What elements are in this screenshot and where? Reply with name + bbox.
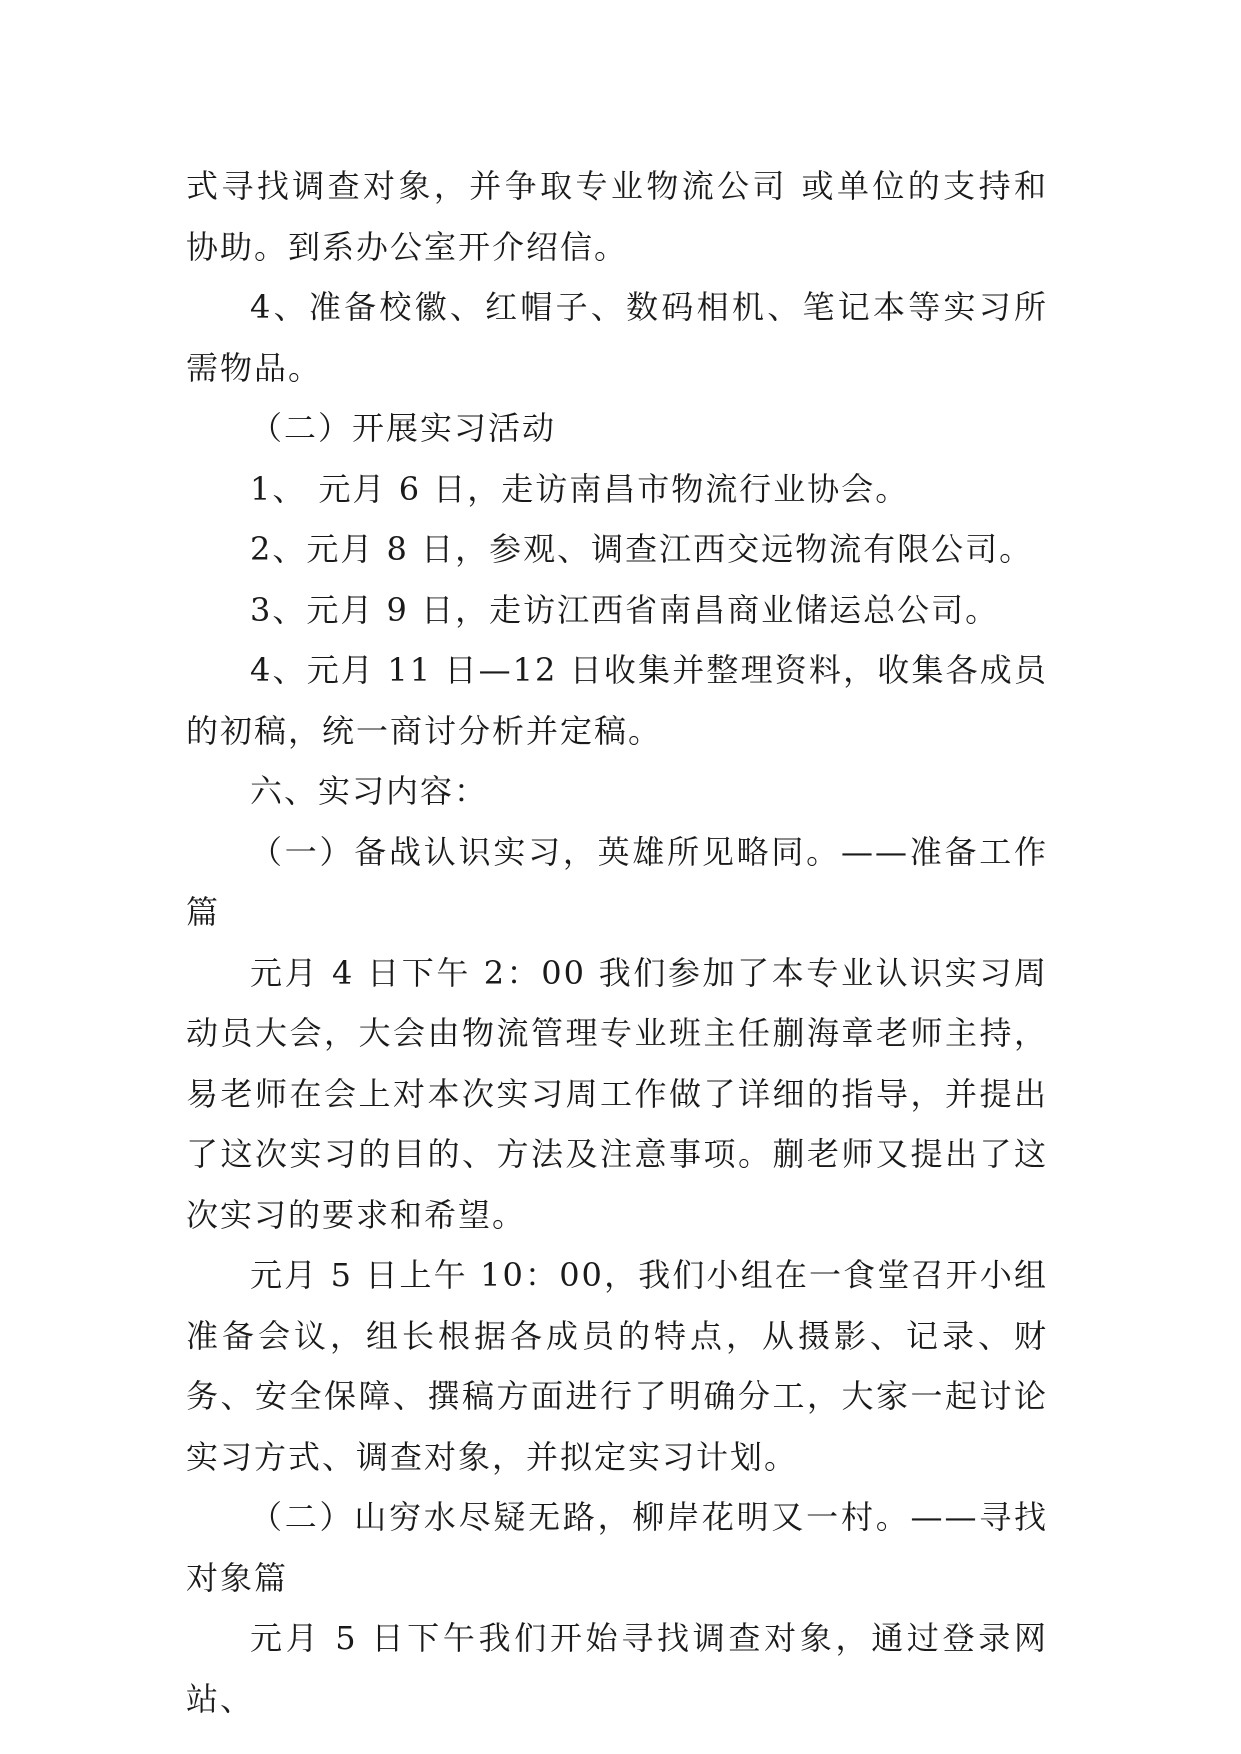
list-item-day-6: 1、 元月 6 日，走访南昌市物流行业协会。 [250,469,910,508]
list-item-day-11-12: 4、元月 11 日—12 日收集并整理资料，收集各成员的初稿，统一商讨分析并定稿。 [186,651,1048,750]
list-item-day-9: 3、元月 9 日，走访江西省南昌商业储运总公司。 [250,590,1000,629]
section-heading-activities: （二）开展实习活动 [250,409,557,447]
section-heading-content: 六、实习内容： [250,772,489,810]
list-item-day-8: 2、元月 8 日，参观、调查江西交远物流有限公司。 [250,530,1034,568]
paragraph-continuation: 式寻找调查对象，并争取专业物流公司 或单位的支持和协助。到系办公室开介绍信。 [186,167,1048,266]
list-item-prepare-supplies: 4、准备校徽、红帽子、数码相机、笔记本等实习所需物品。 [186,288,1048,387]
subsection-heading-finding-targets: （二）山穷水尽疑无路，柳岸花明又一村。——寻找对象篇 [186,1498,1048,1597]
paragraph-group-meeting: 元月 5 日上午 10：00，我们小组在一食堂召开小组准备会议，组长根据各成员的特点，从摄影、记录、财务、安全保障、撰稿方面进行了明确分工，大家一起讨论实习方式、调查对象，并拟定实习计划。 [186,1256,1048,1476]
document-body [186,156,1048,1729]
subsection-heading-preparation: （一）备战认识实习，英雄所见略同。——准备工作篇 [186,832,1048,931]
paragraph-finding-targets: 元月 5 日下午我们开始寻找调查对象，通过登录网站、 [186,1619,1048,1718]
paragraph-mobilization-meeting: 元月 4 日下午 2：00 我们参加了本专业认识实习周动员大会，大会由物流管理专业班主任蒯海章老师主持，易老师在会上对本次实习周工作做了详细的指导，并提出了这次实习的目的、方法及注意事项。蒯老师又提出了这次实习的要求和希望。 [186,953,1048,1234]
